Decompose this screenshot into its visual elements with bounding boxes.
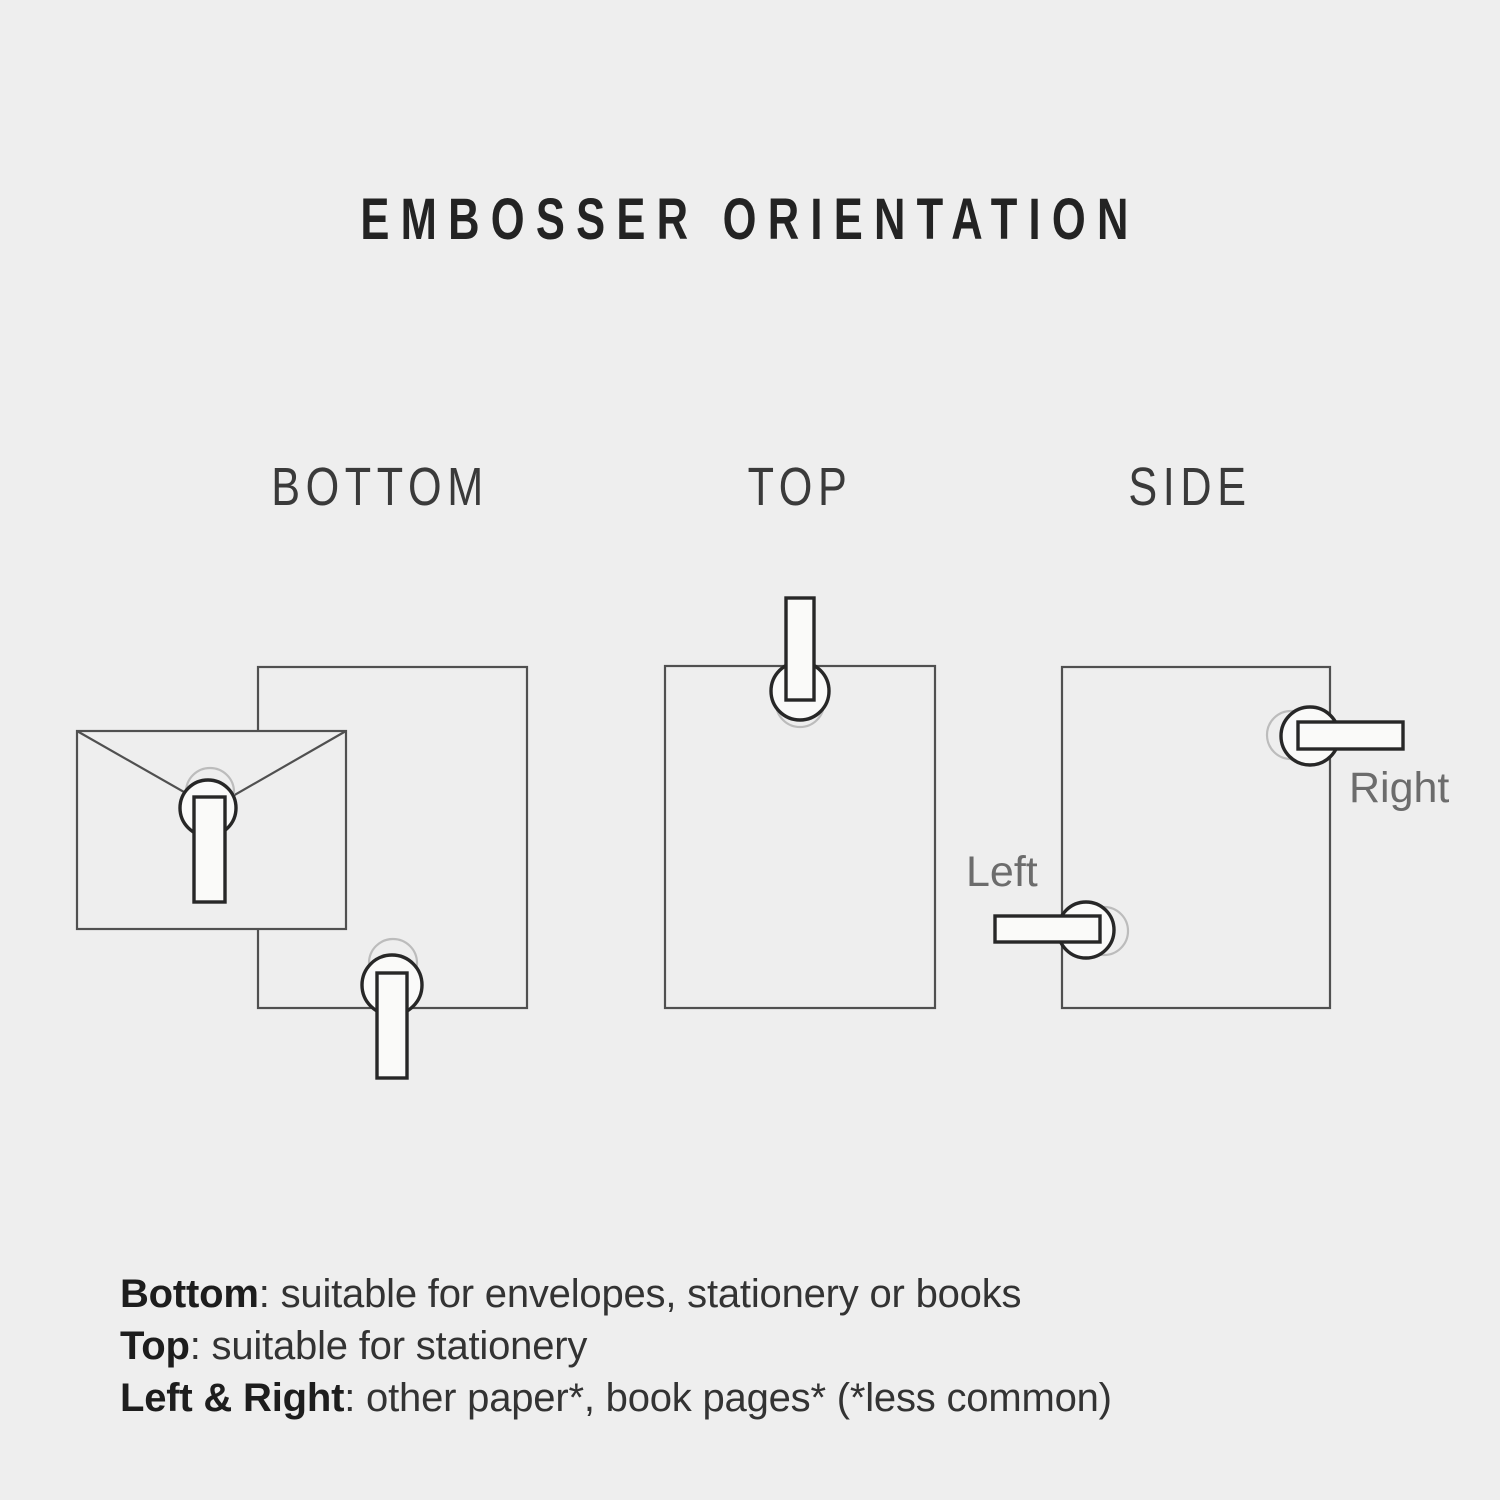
legend-term: Top bbox=[120, 1324, 190, 1368]
embosser-clamp-right-edge bbox=[1267, 707, 1403, 765]
legend bbox=[120, 1268, 1112, 1424]
page-title: EMBOSSER ORIENTATION bbox=[360, 187, 1140, 252]
side-orientation-diagram bbox=[995, 667, 1403, 1008]
column-label-bottom: BOTTOM bbox=[271, 457, 489, 517]
top-orientation-diagram bbox=[665, 598, 935, 1008]
legend-term: Bottom bbox=[120, 1272, 259, 1316]
legend-desc: : other paper*, book pages* (*less common) bbox=[344, 1376, 1112, 1420]
embosser-clamp-bottom-edge bbox=[362, 939, 422, 1078]
right-position-label: Right bbox=[1349, 764, 1450, 812]
bottom-orientation-diagram bbox=[77, 667, 527, 1078]
legend-term: Left & Right bbox=[120, 1376, 345, 1420]
legend-line-left-right bbox=[120, 1372, 1112, 1424]
legend-line-bottom bbox=[120, 1268, 1112, 1320]
embosser-handle bbox=[377, 973, 407, 1078]
embosser-handle bbox=[1298, 722, 1403, 749]
legend-line-top bbox=[120, 1320, 1112, 1372]
embosser-handle bbox=[786, 598, 814, 700]
column-label-top: TOP bbox=[747, 457, 853, 517]
legend-desc: : suitable for envelopes, stationery or books bbox=[258, 1272, 1022, 1316]
embosser-clamp-top-edge bbox=[771, 598, 829, 727]
legend-desc: : suitable for stationery bbox=[189, 1324, 588, 1368]
embosser-handle bbox=[194, 797, 225, 902]
left-position-label: Left bbox=[966, 848, 1038, 896]
embosser-handle bbox=[995, 916, 1100, 942]
column-label-side: SIDE bbox=[1128, 457, 1252, 517]
